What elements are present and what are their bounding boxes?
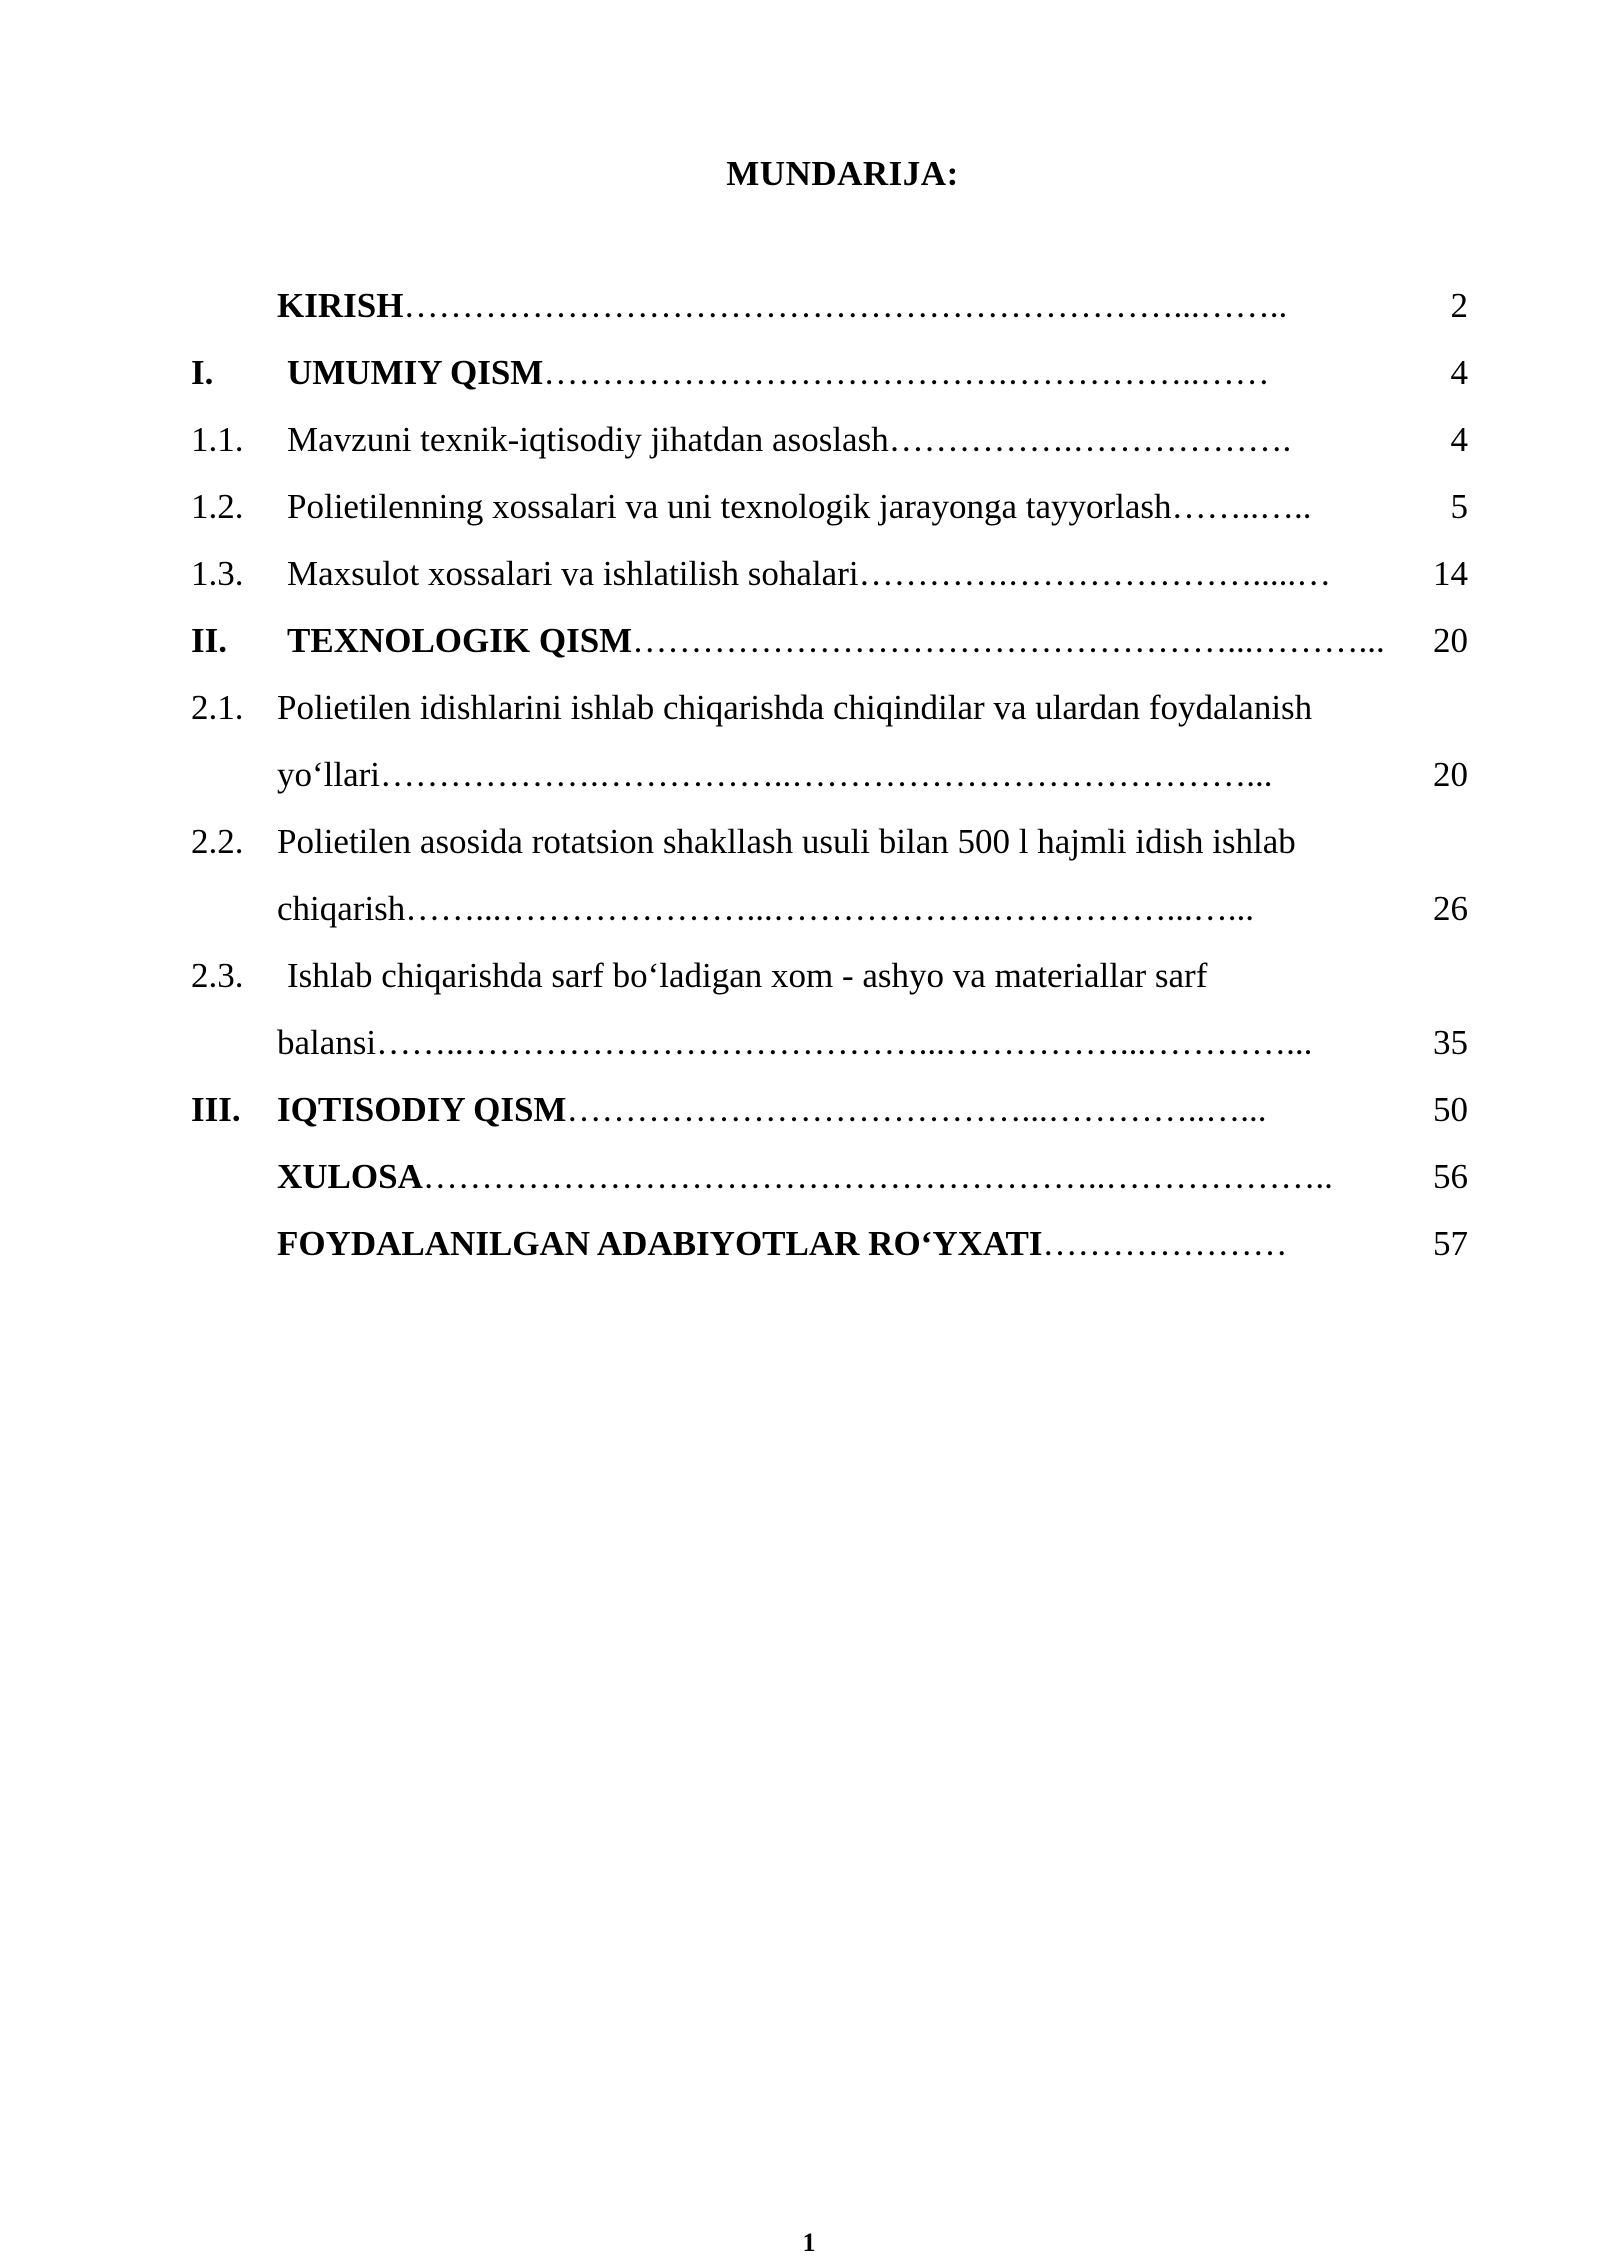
toc-entry-page: 14	[1433, 554, 1468, 593]
toc-entry	[0, 418, 1600, 485]
toc-entry	[0, 954, 1600, 1021]
toc-leader-dots: ……..…………………………………...……………...…………...	[376, 1023, 1313, 1062]
toc-entry-number: 2.1.	[191, 688, 244, 727]
toc-entry-page: 35	[1433, 1023, 1468, 1062]
toc-entry-title: Ishlab chiqarishda sarf bo‘ladigan xom - ashyo va materiallar sarf	[287, 956, 1208, 995]
page-number: 1	[802, 2228, 816, 2257]
toc-entry-page: 2	[1450, 286, 1468, 325]
toc-leader-dots: …………………………………...…………..…...	[566, 1090, 1267, 1129]
toc-entry-title-line	[287, 351, 1270, 395]
toc-entry-title-line	[287, 954, 1207, 998]
toc-entry	[0, 619, 1600, 686]
toc-leader-dots: ……..…..	[1171, 487, 1312, 526]
toc-leader-dots: …………………	[1042, 1224, 1288, 1263]
toc-entry-page: 20	[1433, 621, 1468, 660]
toc-entry-title: Polietilen asosida rotatsion shakllash usuli bilan 500 l hajmli idish ishlab	[277, 822, 1296, 861]
toc-entry-title-line	[277, 753, 1273, 797]
toc-entry-title: Polietilenning xossalari va uni texnologik jarayonga tayyorlash	[287, 487, 1172, 526]
toc-leader-dots: ……………….……………..…………………………………...	[380, 755, 1273, 794]
toc-entry	[0, 1155, 1600, 1222]
toc-leader-dots: ……………………………………………...………...	[632, 621, 1385, 660]
toc-entry-number: II.	[191, 621, 227, 660]
toc-entry-title: IQTISODIY QISM	[277, 1090, 567, 1129]
toc-entry-page: 57	[1433, 1224, 1468, 1263]
toc-entry	[0, 753, 1600, 820]
toc-entry-title: Maxsulot xossalari va ishlatilish sohalari	[287, 554, 859, 593]
toc-entry-title: KIRISH	[277, 286, 404, 325]
toc-leader-dots: ……...…………………...……………….……………...…...	[405, 889, 1255, 928]
toc-leader-dots: ………………………………….……………..……	[543, 353, 1270, 392]
toc-entry	[0, 284, 1600, 351]
toc-leader-dots: …………….……………….	[888, 420, 1292, 459]
toc-entry-title-line	[277, 1155, 1333, 1199]
table-of-contents	[0, 284, 1600, 1289]
toc-entry-title-line	[277, 1222, 1288, 1266]
toc-entry-title-line	[287, 418, 1291, 462]
toc-entry-page: 56	[1433, 1157, 1468, 1196]
toc-entry-title: FOYDALANILGAN ADABIYOTLAR RO‘YXATI	[277, 1224, 1043, 1263]
toc-entry-title-line	[287, 552, 1331, 596]
toc-leader-dots: …………………………………………………………...……..	[403, 286, 1288, 325]
toc-entry	[0, 552, 1600, 619]
toc-entry-title: TEXNOLOGIK QISM	[287, 621, 633, 660]
toc-entry-title: balansi	[277, 1023, 377, 1062]
toc-entry-number: 1.1.	[191, 420, 244, 459]
toc-entry-title-line	[277, 284, 1287, 328]
toc-entry-page: 4	[1450, 420, 1468, 459]
toc-entry	[0, 820, 1600, 887]
toc-entry-number: 2.3.	[191, 956, 244, 995]
toc-entry-title-line	[277, 1088, 1266, 1132]
page-title: MUNDARIJA:	[726, 154, 959, 193]
toc-entry	[0, 1088, 1600, 1155]
toc-entry-title-line	[277, 1021, 1312, 1065]
toc-entry	[0, 686, 1600, 753]
toc-entry	[0, 887, 1600, 954]
toc-entry-title: UMUMIY QISM	[287, 353, 544, 392]
toc-entry-title: XULOSA	[277, 1157, 423, 1196]
toc-leader-dots: ………….………………….....…	[858, 554, 1332, 593]
toc-entry-number: 2.2.	[191, 822, 244, 861]
toc-entry-title-line	[287, 485, 1312, 529]
toc-entry-number: I.	[191, 353, 214, 392]
toc-entry-title: chiqarish	[277, 889, 406, 928]
toc-entry-title-line	[277, 820, 1296, 864]
toc-entry-page: 26	[1433, 889, 1468, 928]
toc-entry	[0, 1222, 1600, 1289]
toc-entry-title-line	[287, 619, 1385, 663]
toc-leader-dots: …………………………………………………..………………..	[422, 1157, 1333, 1196]
toc-entry-page: 20	[1433, 755, 1468, 794]
toc-entry-number: 1.3.	[191, 554, 244, 593]
toc-entry-title-line	[277, 887, 1254, 931]
toc-entry-page: 5	[1450, 487, 1468, 526]
toc-entry	[0, 485, 1600, 552]
toc-entry	[0, 351, 1600, 418]
toc-entry	[0, 1021, 1600, 1088]
toc-entry-title: Polietilen idishlarini ishlab chiqarishda chiqindilar va ulardan foydalanish	[277, 688, 1313, 727]
toc-entry-number: III.	[191, 1090, 241, 1129]
toc-entry-number: 1.2.	[191, 487, 244, 526]
toc-entry-title: Mavzuni texnik-iqtisodiy jihatdan asoslash	[287, 420, 889, 459]
toc-entry-title: yo‘llari	[277, 755, 381, 794]
toc-entry-title-line	[277, 686, 1312, 730]
toc-entry-page: 4	[1450, 353, 1468, 392]
toc-entry-page: 50	[1433, 1090, 1468, 1129]
